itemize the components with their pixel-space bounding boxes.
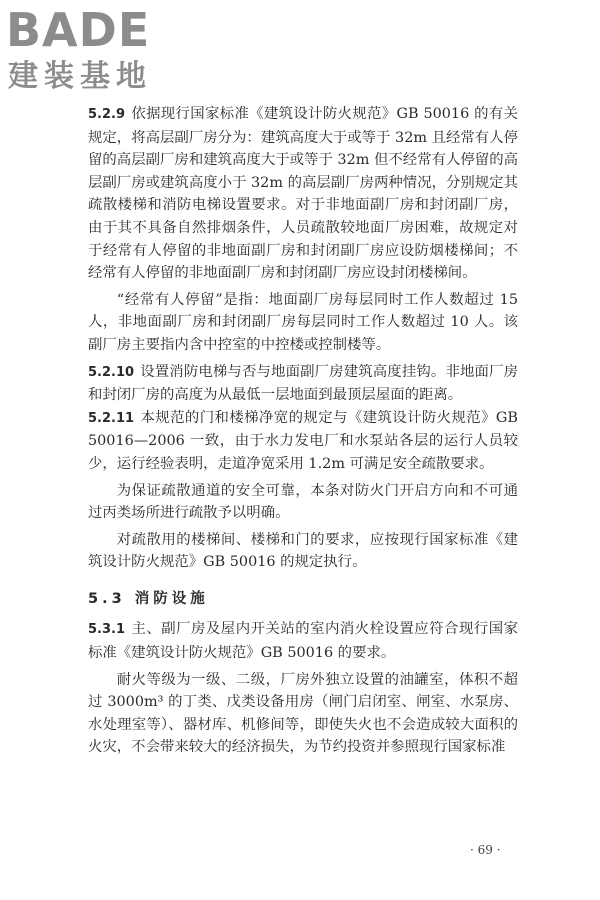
- logo-wordmark: BADE: [6, 3, 151, 57]
- section-heading: 5.3 消防设施: [88, 590, 209, 607]
- clause-5-2-10: [88, 361, 518, 407]
- clause-number: 5.3.1: [88, 622, 126, 638]
- clause-5-3-1: [88, 618, 518, 664]
- clause-text: 依据现行国家标准《建筑设计防火规范》GB 50016 的有关规定，将高层副厂房分为：建筑高度大于或等于 32m 且经常有人停留的高层副厂房和建筑高度大于或等于 32m 但不经常有人停留的高层副厂房或建筑高度小于 32m 的高层副厂房两种情况，分别规定其疏散楼梯和消防电梯设置要求。对于非地面副厂房和封闭副厂房，由于其不具备自然排烟条件，人员疏散较地面厂房困难，故规定对于经常有人停留的非地面副厂房和封闭副厂房应设防烟楼梯间；不经常有人停留的非地面副厂房和封闭副厂房应设封闭楼梯间。: [88, 106, 518, 282]
- clause-number: 5.2.9: [88, 107, 126, 122]
- clause-number: 5.2.10: [88, 364, 135, 380]
- document-body: [88, 103, 518, 759]
- logo-subtitle: 建装基地: [8, 59, 152, 94]
- paragraph: 对疏散用的楼梯间、楼梯和门的要求，应按现行国家标准《建筑设计防火规范》GB 50016 的规定执行。: [88, 531, 518, 571]
- clause-number: 5.2.11: [88, 410, 135, 426]
- paragraph: 耐火等级为一级、二级，厂房外独立设置的油罐室，体积不超过 3000m³ 的丁类、戊类设备用房（闸门启闭室、闸室、水泵房、水处理室等）、器材库、机修间等，即使失火也不会造成较大面积的火灾，不会带来较大的经济损失，为节约投资并参照现行国家标准: [88, 671, 518, 756]
- paragraph: “经常有人停留”是指：地面副厂房每层同时工作人数超过 15 人，非地面副厂房和封闭副厂房每层同时工作人数超过 10 人。该副厂房主要指内含中控室的中控楼或控制楼等。: [88, 291, 518, 353]
- bade-logo: [6, 4, 186, 96]
- paragraph: 为保证疏散通道的安全可靠，本条对防火门开启方向和不可通过丙类场所进行疏散予以明确。: [88, 482, 518, 522]
- clause-text: 设置消防电梯与否与地面副厂房建筑高度挂钩。非地面厂房和封闭厂房的高度为从最低一层地面到最顶层屋面的距离。: [88, 363, 518, 404]
- clause-5-2-9: [88, 103, 518, 285]
- clause-text: 本规范的门和楼梯净宽的规定与《建筑设计防火规范》GB 50016—2006 一致，由于水力发电厂和水泵站各层的运行人员较少，运行经验表明，走道净宽采用 1.2m 可满足安全疏散要求。: [88, 409, 518, 472]
- page-number: · 69 ·: [470, 843, 501, 857]
- clause-5-2-11: [88, 407, 518, 476]
- clause-text: 主、副厂房及屋内开关站的室内消火栓设置应符合现行国家标准《建筑设计防火规范》GB 50016 的要求。: [88, 621, 518, 662]
